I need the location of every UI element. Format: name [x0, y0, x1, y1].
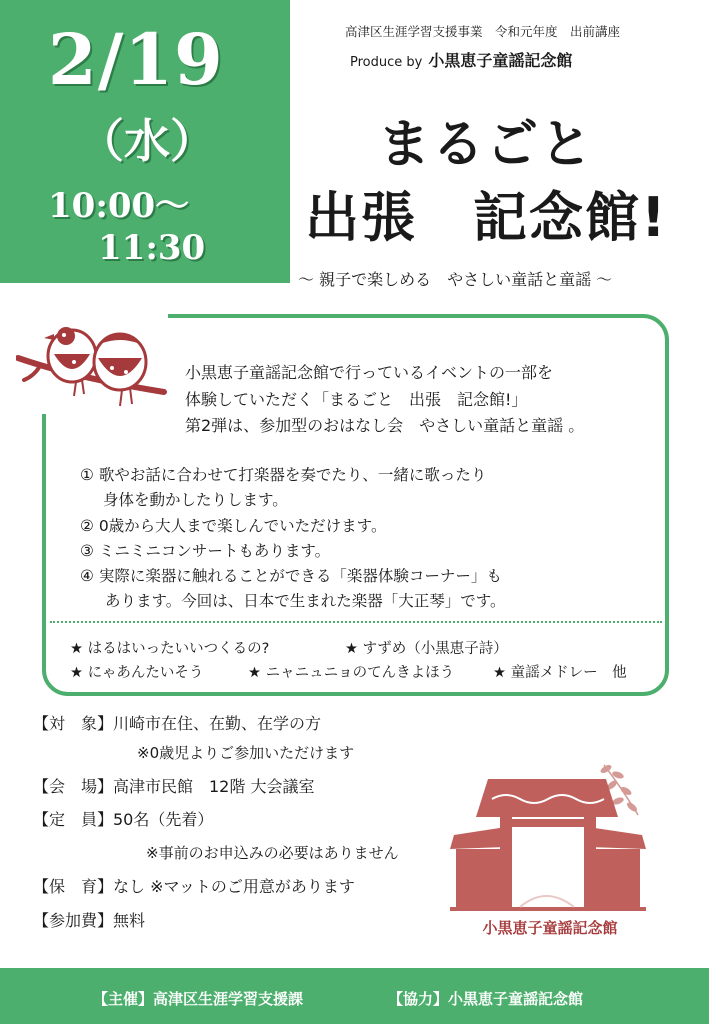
dotted-divider [50, 621, 662, 623]
produce-name: 小黒恵子童謡記念館 [428, 51, 573, 70]
sparrows-illustration [16, 314, 168, 414]
intro-line: 第2弾は、参加型のおはなし会 やさしい童話と童謡 。 [185, 416, 585, 435]
song-item: ★ すずめ（小黒恵子詩） [345, 641, 508, 657]
organizer-line: 高津区生涯学習支援事業 令和元年度 出前講座 [345, 24, 621, 39]
detail-capacity-note: ※事前のお申込みの必要はありません [146, 844, 399, 862]
detail-venue: 【会 場】高津市民館 12階 大会議室 [33, 777, 315, 796]
event-time-end: 11:30 [98, 228, 206, 268]
detail-capacity: 【定 員】50名（先着） [33, 810, 214, 829]
detail-target: 【対 象】川崎市在住、在勤、在学の方 [33, 714, 322, 733]
event-day: （水） [78, 114, 216, 168]
feature-line: 身体を動かしたりします。 [103, 491, 288, 509]
feature-line: ④ 実際に楽器に触れることができる「楽器体験コーナー」も [80, 567, 502, 585]
detail-fee: 【参加費】無料 [33, 911, 146, 930]
produce-prefix: Produce by [350, 55, 423, 70]
event-time-start: 10:00～ [48, 186, 190, 226]
feature-line: ② 0歳から大人まで楽しんでいただけます。 [80, 517, 387, 535]
subtitle: ～ 親子で楽しめる やさしい童話と童謡 ～ [298, 270, 613, 289]
title-line-1: まるごと [378, 115, 595, 175]
detail-target-note: ※0歳児よりご参加いただけます [137, 744, 355, 762]
event-date: 2/19 [48, 18, 224, 101]
museum-illustration [446, 757, 666, 947]
intro-line: 体験していただく「まるごと 出張 記念館!」 [185, 390, 528, 409]
song-item: ★ にゃあんたいそう [70, 665, 204, 681]
footer-cooperation: 【協力】小黒恵子童謡記念館 [388, 990, 584, 1008]
intro-line: 小黒恵子童謡記念館で行っているイベントの一部を [185, 363, 554, 382]
museum-label: 小黒恵子童謡記念館 [482, 919, 618, 937]
song-item: ★ 童謡メドレー 他 [493, 665, 627, 681]
produce-line [350, 48, 572, 71]
footer-host: 【主催】高津区生涯学習支援課 [93, 990, 304, 1008]
song-item: ★ はるはいったいいつくるの? [70, 641, 270, 657]
song-item: ★ ニャニュニョのてんきよほう [248, 665, 455, 681]
detail-childcare: 【保 育】なし ※マットのご用意があります [33, 877, 355, 896]
feature-line: あります。今回は、日本で生まれた楽器「大正琴」です。 [105, 592, 506, 610]
feature-line: ③ ミニミニコンサートもあります。 [80, 542, 331, 560]
title-line-2: 出張 記念館! [305, 186, 668, 249]
feature-line: ① 歌やお話に合わせて打楽器を奏でたり、一緒に歌ったり [80, 466, 487, 484]
